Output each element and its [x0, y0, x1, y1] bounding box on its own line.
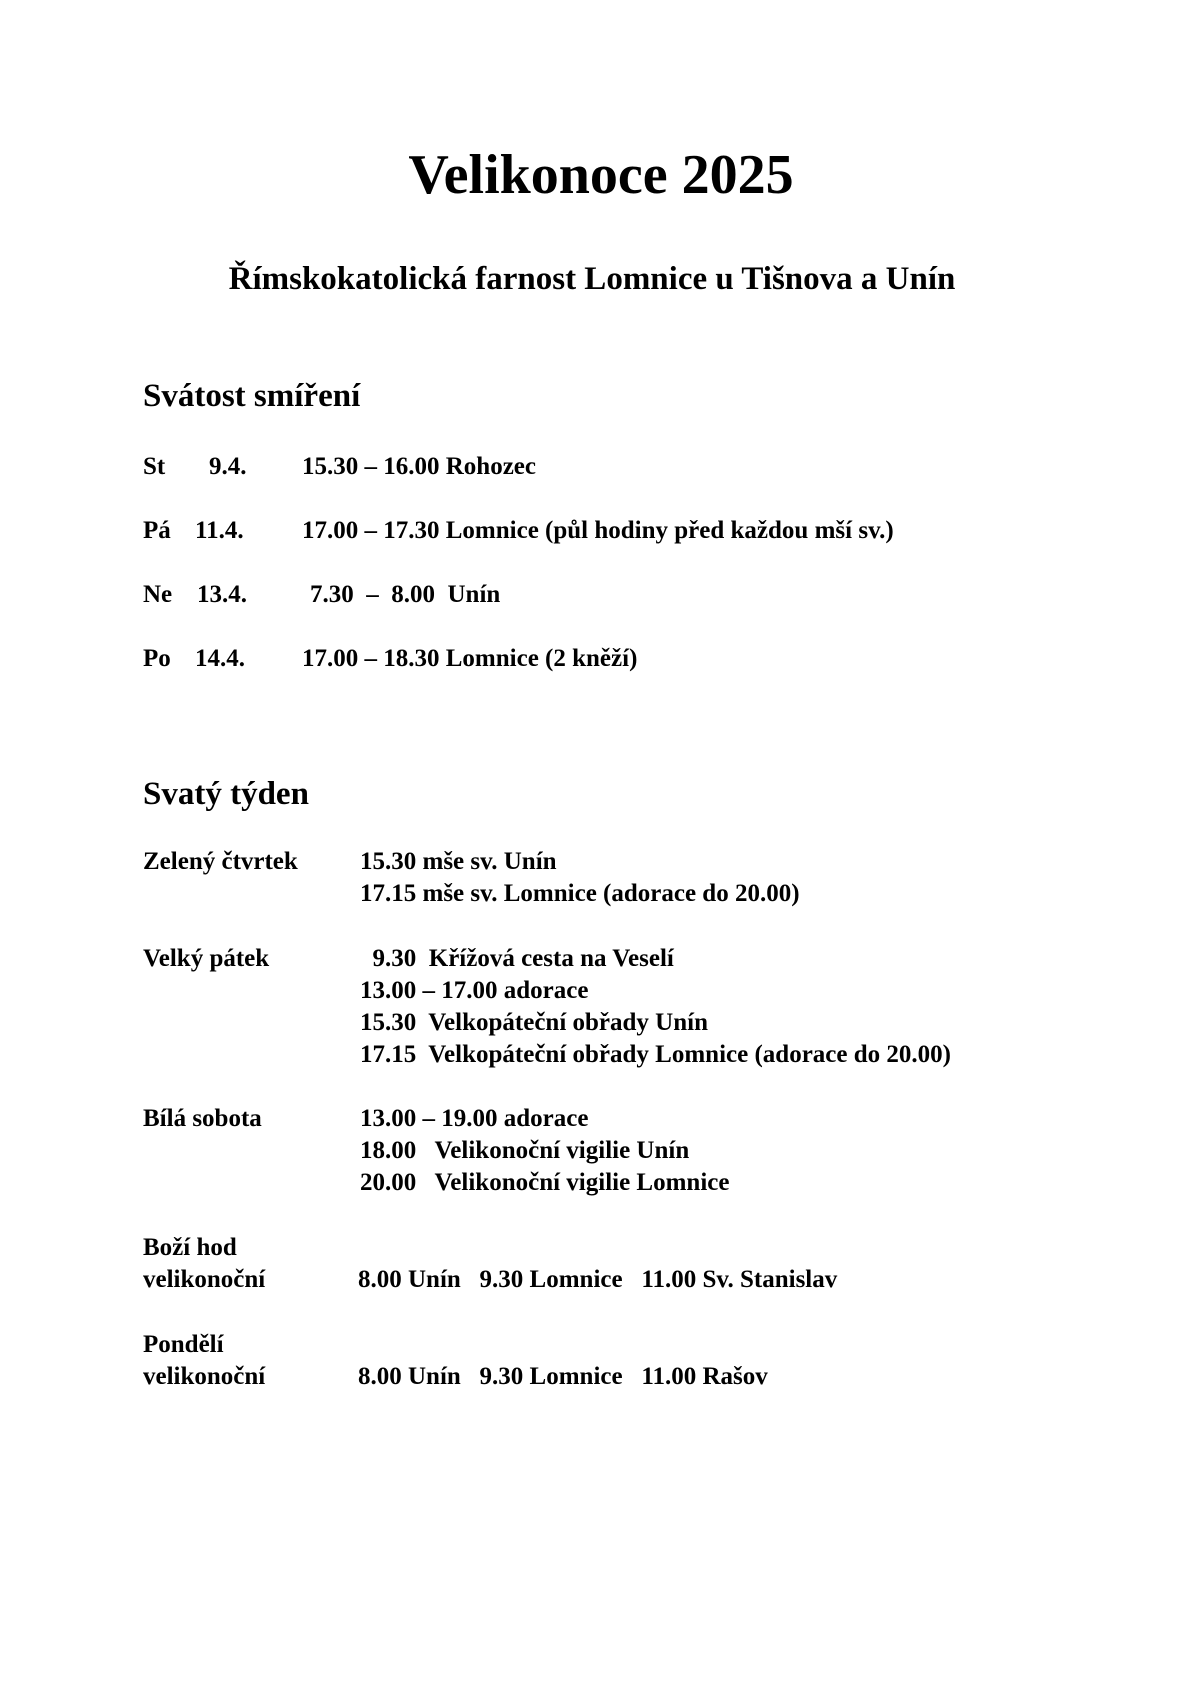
page-title: Velikonoce 2025 — [408, 144, 794, 206]
holy-week-entry: 17.15 mše sv. Lomnice (adorace do 20.00) — [360, 880, 800, 907]
confession-time: 17.00 – 18.30 Lomnice (2 kněží) — [302, 645, 638, 672]
confession-date: 13.4. — [197, 581, 247, 608]
holy-week-entry: 8.00 Unín 9.30 Lomnice 11.00 Sv. Stanislav — [358, 1266, 838, 1293]
holy-week-entry: 18.00 Velikonoční vigilie Unín — [360, 1137, 690, 1164]
holy-week-entry: 13.00 – 17.00 adorace — [360, 977, 589, 1004]
confession-heading: Svátost smíření — [143, 378, 361, 414]
holy-week-entry: 15.30 mše sv. Unín — [360, 848, 557, 875]
holy-week-entry: 20.00 Velikonoční vigilie Lomnice — [360, 1169, 730, 1196]
confession-date: 11.4. — [195, 517, 244, 544]
confession-date: 14.4. — [195, 645, 245, 672]
holy-week-entry: 17.15 Velkopáteční obřady Lomnice (adorace do 20.00) — [360, 1041, 951, 1068]
confession-time: 17.00 – 17.30 Lomnice (půl hodiny před každou mší sv.) — [302, 517, 894, 544]
holy-week-day-label: Boží hod — [143, 1234, 237, 1261]
confession-day: Pá — [143, 517, 171, 544]
confession-day: Ne — [143, 581, 173, 608]
confession-time: 7.30 – 8.00 Unín — [310, 581, 501, 608]
holy-week-day-label: Bílá sobota — [143, 1105, 262, 1132]
confession-time: 15.30 – 16.00 Rohozec — [302, 453, 536, 480]
parish-subtitle: Římskokatolická farnost Lomnice u Tišnova a Unín — [228, 261, 956, 297]
holy-week-day-label: Velký pátek — [143, 945, 270, 972]
confession-day: St — [143, 453, 166, 480]
holy-week-day-label: Pondělí — [143, 1331, 224, 1358]
holy-week-entry: 15.30 Velkopáteční obřady Unín — [360, 1009, 708, 1036]
confession-date: 9.4. — [209, 453, 247, 480]
holy-week-entry: 13.00 – 19.00 adorace — [360, 1105, 589, 1132]
holy-week-entry: 9.30 Křížová cesta na Veselí — [360, 945, 674, 972]
holy-week-day-label: Zelený čtvrtek — [143, 848, 298, 875]
holy-week-heading: Svatý týden — [143, 776, 309, 812]
confession-day: Po — [143, 645, 171, 672]
holy-week-day-label: velikonoční — [143, 1266, 266, 1293]
holy-week-entry: 8.00 Unín 9.30 Lomnice 11.00 Rašov — [358, 1363, 768, 1390]
holy-week-day-label: velikonoční — [143, 1363, 266, 1390]
